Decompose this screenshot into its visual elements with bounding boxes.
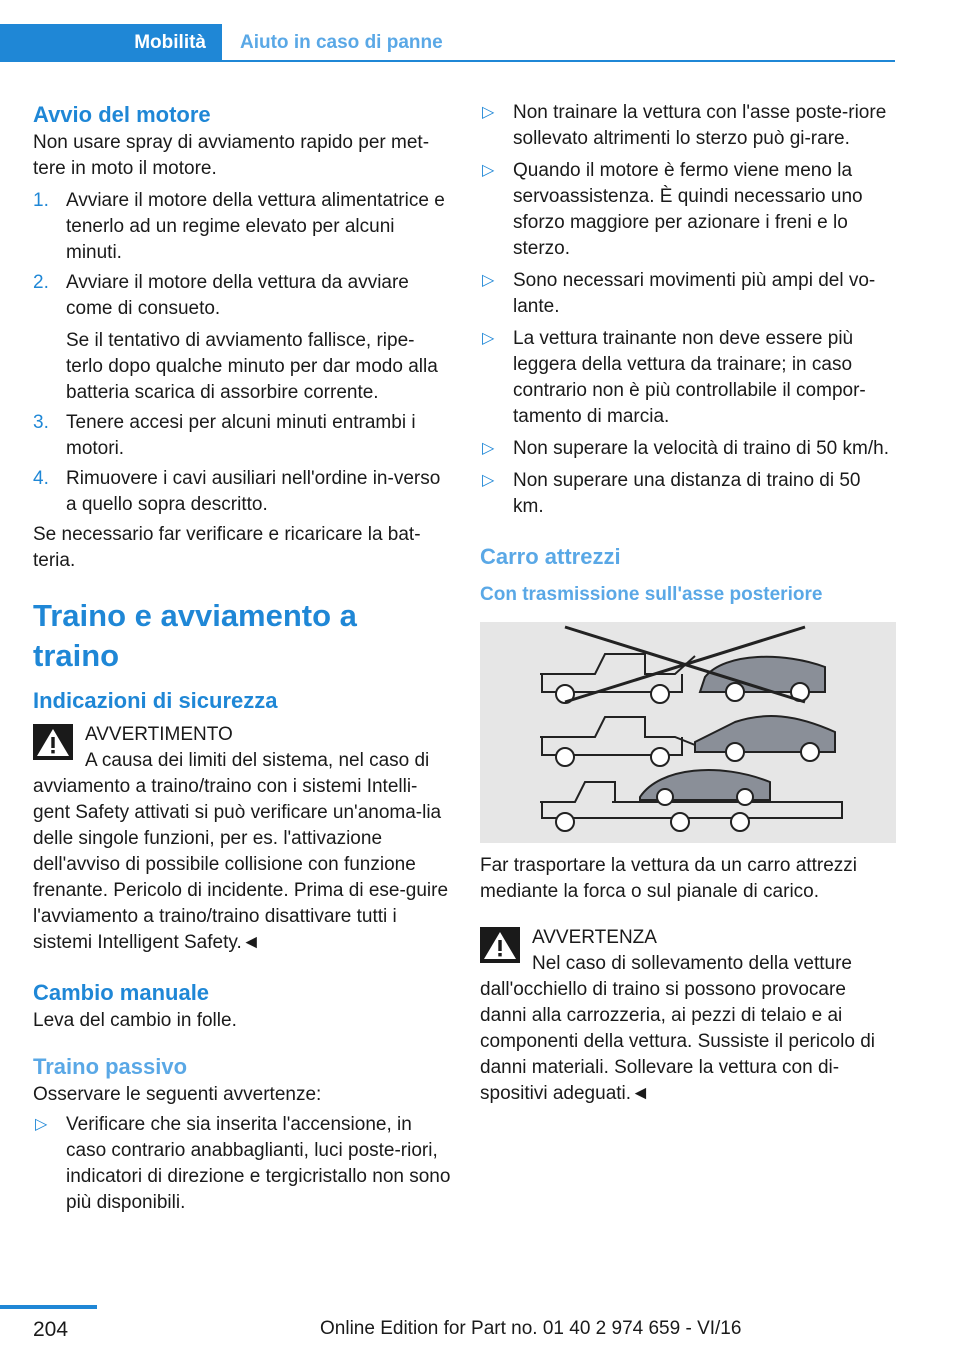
traino-heading: Traino e avviamento a traino — [33, 598, 357, 673]
warning-text: avviamento a traino/traino con i sistemi Intelli-gent Safety attivati si può verificare un'anoma-lia delle singole funzioni, per es. l'attivazione dell'avviso di possibile collisione con funzione frenante. Pericolo di incidente. Prima di ese-guire l'avviamento a traino/traino disattivare tutti i sistemi Intelligent Safety.◄ — [33, 776, 449, 953]
step-text: Avviare il motore della vettura da avviare come di consueto. — [66, 272, 409, 319]
warning-text: dall'occhiello di traino si possono provocare danni alla carrozzeria, ai pezzi di telaio e ai componenti della vettura. Sussiste il pericolo di danni materiali. Sollevare la vettura con di-spositivi adeguati.◄ — [480, 979, 875, 1104]
carro-heading: Carro attrezzi — [480, 544, 621, 569]
towing-rules-list — [480, 100, 896, 520]
list-item-text: Non superare la velocità di traino di 50 km/h. — [513, 438, 889, 459]
warning-title: AVVERTENZA — [532, 927, 657, 948]
list-item — [480, 268, 896, 320]
triangle-bullet-icon: ▷ — [482, 104, 495, 121]
warning-title: AVVERTIMENTO — [85, 724, 233, 745]
cambio-heading: Cambio manuale — [33, 980, 210, 1005]
step-item — [33, 270, 451, 406]
tow-truck-drawing — [480, 622, 896, 843]
triangle-bullet-icon: ▷ — [35, 1116, 48, 1133]
warning-triangle-icon — [33, 724, 73, 760]
warning-text-first: A causa dei limiti del sistema, nel caso di — [85, 750, 430, 771]
passivo-list — [33, 1112, 451, 1216]
page-number: 204 — [33, 1318, 69, 1341]
passivo-heading: Traino passivo — [33, 1054, 188, 1079]
verify-text: Se necessario far verificare e ricaricare la bat-teria. — [33, 524, 421, 571]
page-header — [0, 24, 895, 62]
list-item-text: La vettura trainante non deve essere più leggera della vettura da trainare; in caso contrario non è più controllabile il compor-tamento di marcia. — [513, 328, 866, 427]
warning-box — [480, 925, 896, 1107]
carro-text: Far trasportare la vettura da un carro attrezzi mediante la forca o sul pianale di carico. — [480, 855, 857, 902]
warning-text-first: Nel caso di sollevamento della vetture — [532, 953, 853, 974]
list-item-text: Verificare che sia inserita l'accensione, in caso contrario anabbaglianti, luci poste-riori, indicatori di direzione e tergicristallo non sono più disponibili. — [66, 1114, 451, 1213]
step-text: Avviare il motore della vettura alimentatrice e tenerlo ad un regime elevato per alcuni minuti. — [66, 190, 445, 263]
right-column — [480, 100, 896, 1107]
section-tab: Mobilità — [0, 24, 222, 62]
step-text: Tenere accesi per alcuni minuti entrambi i motori. — [66, 412, 416, 459]
warning-triangle-icon — [480, 927, 520, 963]
triangle-bullet-icon: ▷ — [482, 272, 495, 289]
sicurezza-heading: Indicazioni di sicurezza — [33, 688, 278, 713]
step-text: Rimuovere i cavi ausiliari nell'ordine in-verso a quello sopra descritto. — [66, 468, 441, 515]
step-number: 2. — [33, 272, 49, 293]
footer-rule — [0, 1305, 97, 1309]
triangle-bullet-icon: ▷ — [482, 330, 495, 347]
breadcrumb: Aiuto in caso di panne — [240, 32, 443, 53]
step-item — [33, 188, 451, 266]
list-item-text: Non trainare la vettura con l'asse poste-riore sollevato altrimenti lo sterzo può gi-rare. — [513, 102, 887, 149]
list-item-text: Non superare una distanza di traino di 50 km. — [513, 470, 861, 517]
step-item — [33, 410, 451, 462]
step-item — [33, 466, 451, 518]
step-number: 4. — [33, 468, 49, 489]
edition-note: Online Edition for Part no. 01 40 2 974 659 - VI/16 — [320, 1318, 742, 1339]
triangle-bullet-icon: ▷ — [482, 472, 495, 489]
cambio-text: Leva del cambio in folle. — [33, 1010, 237, 1031]
avvio-heading: Avvio del motore — [33, 102, 211, 127]
triangle-bullet-icon: ▷ — [482, 162, 495, 179]
list-item-text: Quando il motore è fermo viene meno la servoassistenza. È quindi necessario uno sforzo maggiore per azionare i freni e lo sterzo. — [513, 160, 863, 259]
steps-list — [33, 188, 451, 518]
list-item-text: Sono necessari movimenti più ampi del vo-lante. — [513, 270, 876, 317]
left-column — [33, 100, 451, 1216]
step-note: Se il tentativo di avviamento fallisce, ripe-terlo dopo qualche minuto per dar modo alla batteria scarica di assorbire corrente. — [66, 330, 438, 403]
step-number: 1. — [33, 190, 49, 211]
header-rule — [222, 60, 895, 62]
avvio-intro: Non usare spray di avviamento rapido per met-tere in moto il motore. — [33, 132, 430, 179]
carro-subheading: Con trasmissione sull'asse posteriore — [480, 584, 823, 605]
list-item — [480, 326, 896, 430]
list-item — [480, 158, 896, 262]
tow-truck-illustration — [480, 622, 896, 843]
warning-box — [33, 722, 451, 956]
list-item — [480, 436, 896, 462]
list-item — [480, 100, 896, 152]
list-item — [480, 468, 896, 520]
list-item — [33, 1112, 451, 1216]
step-number: 3. — [33, 412, 49, 433]
passivo-intro: Osservare le seguenti avvertenze: — [33, 1084, 322, 1105]
triangle-bullet-icon: ▷ — [482, 440, 495, 457]
